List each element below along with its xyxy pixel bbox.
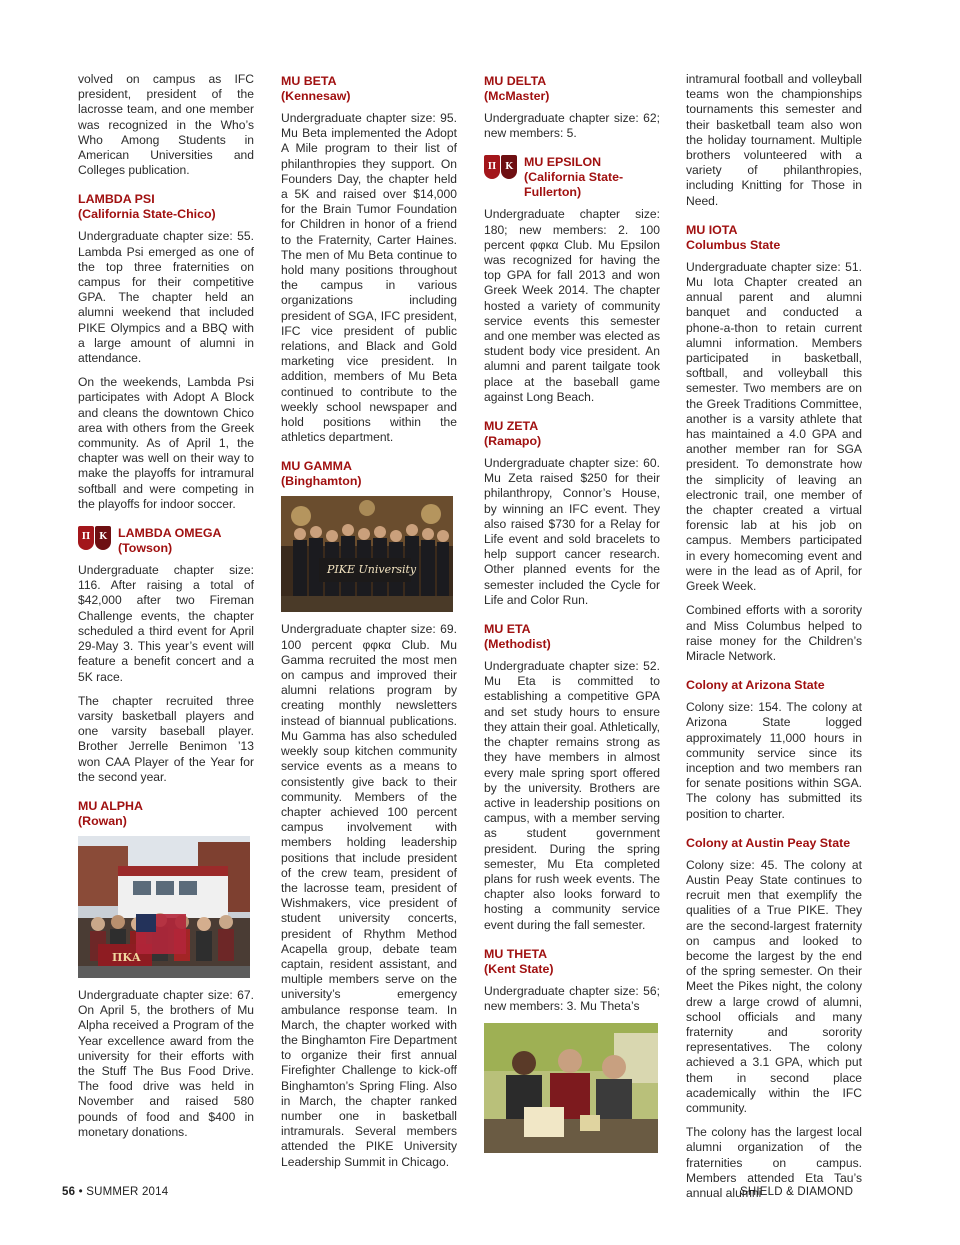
mu-beta-p1: Undergraduate chapter size: 95. Mu Beta implemented the Adopt A Mile program to their list of philanthropies they support. On Founders Day, the chapter held a 5K and raised over $14,000 for the Brain Tumor Foundation for Children in honor of a friend to the Fraternity, Carter Haines. The men of Mu Beta continue to hold many positions throughout the campus in various organizations including president of SGA, IFC president, IFC vice president of public relations, and Black and Gold marketing vice president. In addition, members of Mu Beta continued to contribute to the weekly school newspaper and hold positions within the athletics department. bbox=[281, 111, 457, 445]
heading-mu-eta bbox=[484, 622, 660, 652]
mu-gamma-photo bbox=[281, 496, 453, 612]
crest-right-shield: Κ bbox=[501, 155, 517, 179]
mu-alpha-p1: Undergraduate chapter size: 67. On April 5, the brothers of Mu Alpha received a Program of the Year excellence award from the university for their efforts with the Stuff The Bus Food Drive. The food drive was held in November and raised 580 pounds of food and $400 in monetary donations. bbox=[78, 987, 254, 1139]
lambda-psi-p2: On the weekends, Lambda Psi participates with Adopt A Block and cleans the downtown Chico area with others from the Greek community. As of April 1, the chapter was well on their way to make the playoffs for intramural softball and were competing in the playoffs for indoor soccer. bbox=[78, 375, 254, 511]
mu-zeta-p1: Undergraduate chapter size: 60. Mu Zeta raised $250 for their philanthropy, Connor’s House, by winning an IFC event. They also raised $730 for a Relay for Life event and sold bracelets to help support cancer research. Other planned events for the semester included the Cycle for Life and Color Run. bbox=[484, 456, 660, 607]
page-number: 56 bbox=[62, 1186, 76, 1198]
heading-mu-theta-title: MU THETA bbox=[484, 946, 548, 961]
column-2 bbox=[281, 72, 457, 1179]
mu-theta-photo-image bbox=[484, 1023, 658, 1153]
mu-epsilon-header bbox=[484, 155, 660, 200]
lambda-omega-p2: The chapter recruited three varsity basketball players and one varsity baseball player. Brother Jerrelle Benimon ’13 won CAA Player of the Year for the second year. bbox=[78, 693, 254, 784]
mu-delta-p1: Undergraduate chapter size: 62; new members: 5. bbox=[484, 111, 660, 141]
crest-left-shield: Π bbox=[484, 155, 500, 179]
issue-label: SUMMER 2014 bbox=[86, 1186, 169, 1198]
column-4 bbox=[686, 72, 862, 1210]
col4-intro: intramural football and volleyball teams won the championships tournaments this semester and their basketball team also won the holiday tournament. Multiple brothers volunteered with a variety of philanthropies, including Knitting for Those in Need. bbox=[686, 72, 862, 208]
heading-mu-alpha bbox=[78, 799, 254, 829]
heading-lambda-psi bbox=[78, 192, 254, 222]
heading-mu-delta-title: MU DELTA bbox=[484, 74, 547, 88]
crest-icon bbox=[78, 526, 112, 554]
magazine-title: SHIELD & DIAMOND bbox=[740, 1186, 854, 1198]
mu-iota-p2: Combined efforts with a sorority and Miss Columbus helped to raise money for the Children’s Miracle Network. bbox=[686, 603, 862, 663]
heading-mu-theta bbox=[484, 947, 660, 977]
heading-mu-eta-school: (Methodist) bbox=[484, 637, 551, 652]
col1-intro: volved on campus as IFC president, president of the lacrosse team, and one member was recognized in the Who’s Who Among Students in American Universities and Colleges publication. bbox=[78, 72, 254, 178]
heading-mu-theta-school: (Kent State) bbox=[484, 961, 554, 976]
heading-mu-gamma-school: (Binghamton) bbox=[281, 474, 362, 489]
crest-right-shield: Κ bbox=[95, 526, 111, 550]
heading-lambda-omega-school: (Towson) bbox=[118, 541, 173, 556]
heading-mu-iota bbox=[686, 223, 862, 253]
heading-mu-gamma bbox=[281, 459, 457, 489]
mu-alpha-photo bbox=[78, 836, 250, 978]
heading-mu-eta-title: MU ETA bbox=[484, 622, 531, 637]
heading-mu-iota-title: MU IOTA bbox=[686, 222, 738, 237]
mu-gamma-photo-banner-text: PIKE University bbox=[327, 563, 417, 577]
heading-mu-zeta-school: (Ramapo) bbox=[484, 434, 542, 449]
heading-mu-alpha-title: MU ALPHA bbox=[78, 798, 143, 813]
heading-lambda-psi-title: LAMBDA PSI bbox=[78, 192, 155, 207]
heading-mu-beta bbox=[281, 74, 457, 104]
footer-left bbox=[62, 1186, 168, 1198]
footer-bullet: • bbox=[78, 1186, 83, 1198]
heading-lambda-omega bbox=[118, 526, 221, 556]
crest-icon bbox=[484, 155, 518, 183]
mu-theta-photo bbox=[484, 1023, 658, 1153]
mu-theta-p1: Undergraduate chapter size: 56; new members: 3. Mu Theta’s bbox=[484, 983, 660, 1013]
lambda-omega-header bbox=[78, 526, 254, 556]
heading-mu-delta-school: (McMaster) bbox=[484, 89, 550, 103]
crest-left-shield: Π bbox=[78, 526, 94, 550]
arizona-state-p1: Colony size: 154. The colony at Arizona State logged approximately 11,000 hours in community service since its inception and two members ran for senate positions within SGA. The colony has submitted its position to charter. bbox=[686, 700, 862, 821]
column-3 bbox=[484, 72, 660, 1163]
heading-arizona-state: Colony at Arizona State bbox=[686, 678, 825, 693]
heading-mu-beta-school: (Kennesaw) bbox=[281, 89, 351, 103]
heading-mu-epsilon-school-line2: Fullerton) bbox=[524, 185, 582, 200]
column-1 bbox=[78, 72, 254, 1149]
lambda-omega-p1: Undergraduate chapter size: 116. After raising a total of $42,000 after two Fireman Challenge events, the chapter scheduled a third event for April 29-May 3. This year’s event will feature a benefit concert and a 5K race. bbox=[78, 563, 254, 684]
heading-mu-zeta bbox=[484, 419, 660, 449]
mu-alpha-photo-image bbox=[78, 836, 250, 978]
austin-peay-p1: Colony size: 45. The colony at Austin Peay State continues to recruit men that exemplify the qualities of a True PIKE. They are the second-largest fraternity on campus and looked to become the largest by the end of the spring semester. On their Meet the Pikes night, the colony drew a large crowd of alumni, school officials and many fraternity and sorority representatives. The colony achieved a 3.1 GPA, which put them in second place academically within the IFC community. bbox=[686, 857, 862, 1115]
austin-peay-p2: The colony has the largest local alumni organization of the fraternities on campus. Members attended Eta Tau’s annual alumni bbox=[686, 1125, 862, 1200]
mu-epsilon-p1: Undergraduate chapter size: 180; new members: 2. 100 percent φφκα Club. Mu Epsilon was recognized for having the top GPA for fall 2013 and won Greek Week 2014. The chapter hosted a variety of community service events this semester and one member was elected as student body vice president. An alumni and parent tailgate took place at the baseball game against Long Beach. bbox=[484, 207, 660, 404]
mu-alpha-photo-banner-text: ΠΚΑ bbox=[112, 950, 141, 964]
heading-mu-epsilon bbox=[524, 155, 623, 200]
heading-mu-epsilon-title: MU EPSILON bbox=[524, 155, 602, 170]
heading-mu-iota-school: Columbus State bbox=[686, 237, 781, 252]
heading-mu-delta bbox=[484, 74, 660, 104]
heading-mu-zeta-title: MU ZETA bbox=[484, 419, 539, 434]
heading-lambda-omega-title: LAMBDA OMEGA bbox=[118, 526, 222, 541]
mu-eta-p1: Undergraduate chapter size: 52. Mu Eta is committed to establishing a competitive GPA and set study hours to ensure they attain their goal. Athletically, the chapter remains strong as they have members in almost every male spring sport offered by the university. Brothers are active in leadership positions on campus, with a member serving as student government president. During the spring semester, Mu Eta completed plans for rush week events. The chapter also looks forward to hosting a community service event during the fall semester. bbox=[484, 659, 660, 932]
mu-gamma-photo-image bbox=[281, 496, 453, 612]
heading-mu-beta-title: MU BETA bbox=[281, 74, 337, 88]
heading-mu-alpha-school: (Rowan) bbox=[78, 813, 127, 828]
lambda-psi-p1: Undergraduate chapter size: 55. Lambda Psi emerged as one of the top three fraternities on campus for their competitive GPA. The chapter held an alumni weekend that included PIKE Olympics and a BBQ with a large amount of alumni in attendance. bbox=[78, 229, 254, 366]
heading-lambda-psi-school: (California State-Chico) bbox=[78, 207, 216, 222]
heading-mu-epsilon-school-line1: (California State- bbox=[524, 170, 624, 185]
mu-iota-p1: Undergraduate chapter size: 51. Mu Iota Chapter created an annual parent and alumni banquet and conducted a phone-a-thon to retain current alumni information. Members participated in basketball, softball, and volleyball this semester. Two members are on the Greek Traditions Committee, another is a varsity athlete that has maintained a 4.0 GPA and another member ran for SGA president. To demonstrate how the simplicity of leaving an electronic trail, one member of the chapter created a virtual forensic lab at his job on campus. Members participated in every homecoming event and were in the lead as of April, for Greek Week. bbox=[686, 259, 862, 594]
heading-mu-gamma-title: MU GAMMA bbox=[281, 459, 352, 474]
heading-austin-peay: Colony at Austin Peay State bbox=[686, 835, 851, 850]
mu-gamma-p1: Undergraduate chapter size: 69. 100 percent φφκα Club. Mu Gamma recruited the most men on campus and improved their alumni relations program by creating monthly newsletters instead of biannual publications. Mu Gamma has also scheduled weekly soup kitchen community service events as a means to consistently give back to their community. Members of the chapter achieved 100 percent campus involvement with members holding leadership positions that include president of the crew team, president of the lacrosse team, president of Wishmakers, vice president of student university concerts, president of Rhythm Method Acapella group, debate team captain, resident assistant, and multiple members serve on the university’s emergency ambulance response team. In March, the chapter worked with the Binghamton Fire Department to organize their first annual Firefighter Challenge to kick-off Binghamton’s Spring Fling. Also in March, the chapter ranked number one in basketball intramurals. Several members attended the PIKE University Leadership Summit in Chicago. bbox=[281, 622, 457, 1169]
